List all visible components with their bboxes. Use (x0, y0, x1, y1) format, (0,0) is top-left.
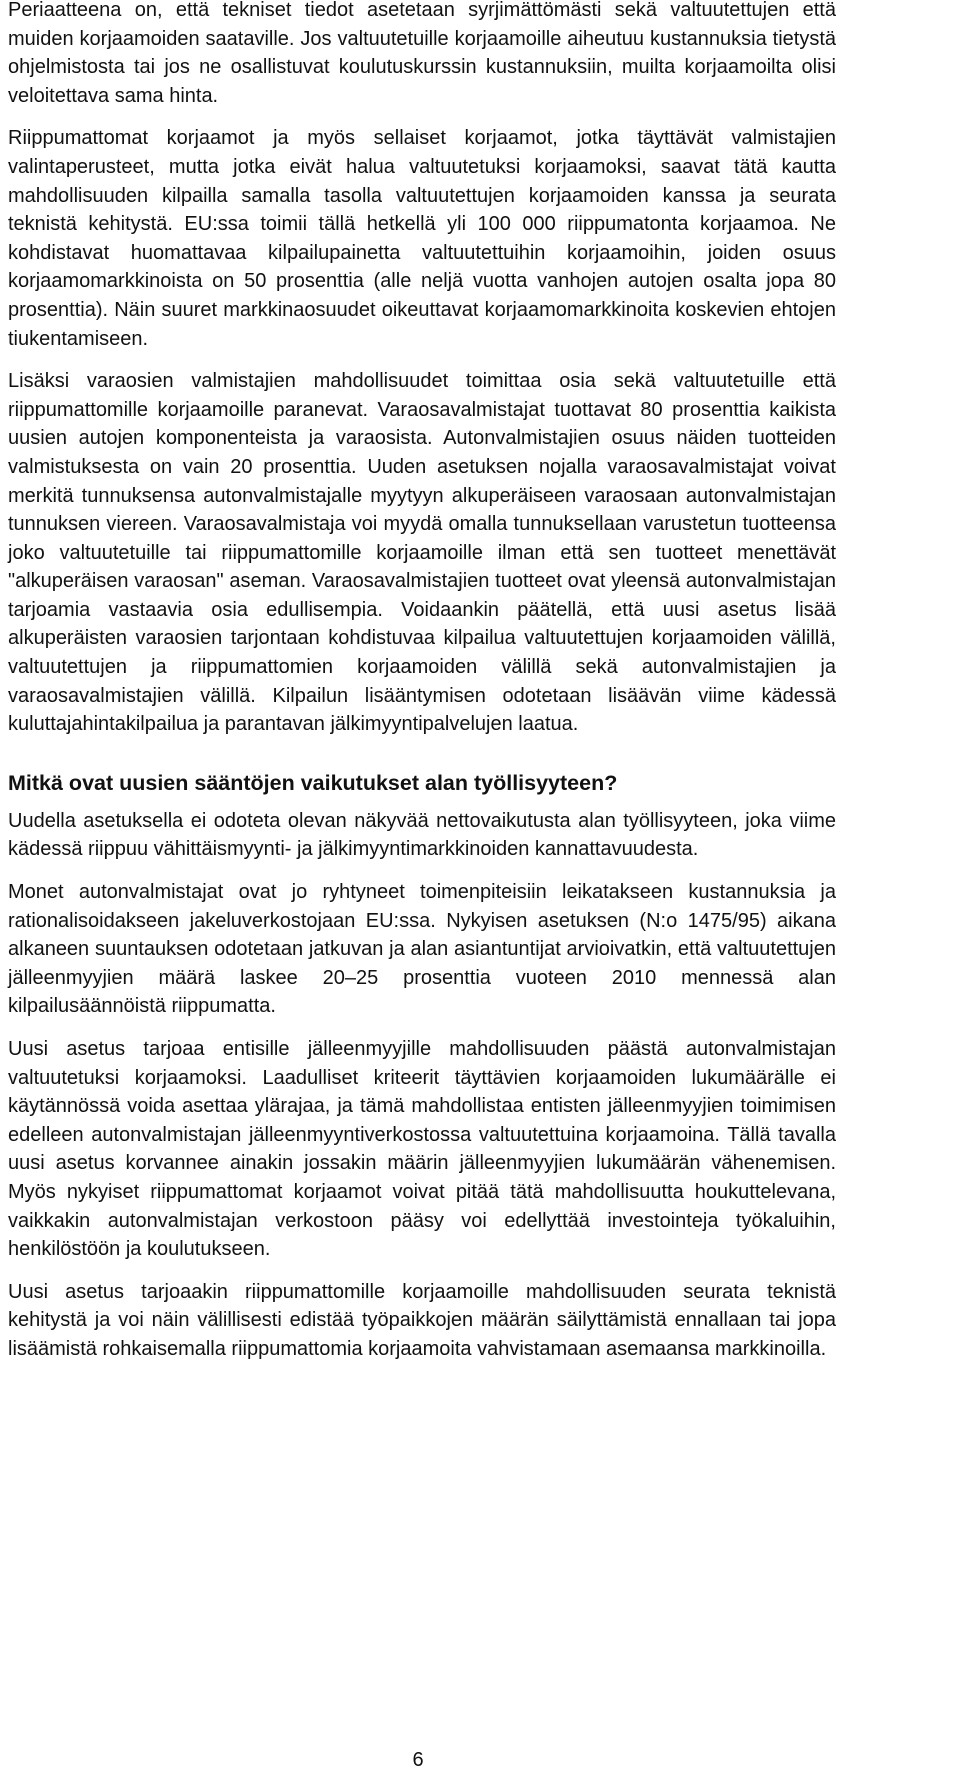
paragraph: Lisäksi varaosien valmistajien mahdollisuudet toimittaa osia sekä valtuutetuille että riippumattomille korjaamoille paranevat. Varaosavalmistajat tuottavat 80 prosenttia kaikista uusien autojen komponenteista ja varaosista. Autonvalmistajien osuus näiden tuotteiden valmistuksesta on vain 20 prosenttia. Uuden asetuksen nojalla varaosavalmistajat voivat merkitä tunnuksensa autonvalmistajalle myytyyn alkuperäiseen varaosaan autonvalmistajan tunnuksen viereen. Varaosavalmistaja voi myydä omalla tunnuksellaan varustetun tuotteensa joko valtuutetuille tai riippumattomille korjaamoille ilman että sen tuotteet menettävät "alkuperäisen varaosan" aseman. Varaosavalmistajien tuotteet ovat yleensä autonvalmistajan tarjoamia vastaavia osia edullisempia. Voidaankin päätellä, että uusi asetus lisää alkuperäisten varaosien tarjontaan kohdistuvaa kilpailua valtuutettujen korjaamoiden välillä, valtuutettujen ja riippumattomien korjaamoiden välillä sekä autonvalmistajien ja varaosavalmistajien välillä. Kilpailun lisääntymisen odotetaan lisäävän viime kädessä kuluttajahintakilpailua ja parantavan jälkimyyntipalvelujen laatua. (8, 370, 836, 736)
paragraph: Riippumattomat korjaamot ja myös sellaiset korjaamot, jotka täyttävät valmistajien valintaperusteet, mutta jotka eivät halua valtuutetuksi korjaamoksi, saavat tätä kautta mahdollisuuden kilpailla samalla tasolla valtuutettujen korjaamoiden kanssa ja seurata teknistä kehitystä. EU:ssa toimii tällä hetkellä yli 100 000 riippumatonta korjaamoa. Ne kohdistavat huomattavaa kilpailupainetta valtuutettuihin korjaamoihin, joiden osuus korjaamomarkkinoista on 50 prosenttia (alle neljä vuotta vanhojen autojen osalta jopa 80 prosenttia). Näin suuret markkinaosuudet oikeuttavat korjaamomarkkinoita koskevien ehtojen tiukentamiseen. (8, 127, 836, 350)
paragraph: Periaatteena on, että tekniset tiedot asetetaan syrjimättömästi sekä valtuutettujen että muiden korjaamoiden saataville. Jos valtuutetuille korjaamoille aiheutuu kustannuksia tietystä ohjelmistosta tai jos ne osallistuvat koulutuskurssin kustannuksiin, muilta korjaamoilta olisi veloitettava sama hinta. (8, 0, 836, 107)
paragraph: Uusi asetus tarjoaa entisille jälleenmyyjille mahdollisuuden päästä autonvalmistajan valtuutetuksi korjaamoksi. Laadulliset kriteerit täyttävien korjaamoiden lukumäärälle ei käytännössä voida asettaa ylärajaa, ja tämä mahdollistaa entisten jälleenmyyjien toimimisen edelleen autonvalmistajan jälleenmyyntiverkostossa valtuutettuina korjaamoina. Tällä tavalla uusi asetus korvannee ainakin jossakin määrin jälleenmyyjien lukumäärän vähenemisen. Myös nykyiset riippumattomat korjaamot voivat pitää tätä mahdollisuutta houkuttelevana, vaikkakin autonvalmistajan verkostoon pääsy voi edellyttää investointeja työkaluihin, henkilöstöön ja koulutukseen. (8, 1038, 836, 1261)
section-heading: Mitkä ovat uusien sääntöjen vaikutukset alan työllisyyteen? (8, 770, 618, 795)
paragraph: Monet autonvalmistajat ovat jo ryhtyneet toimenpiteisiin leikatakseen kustannuksia ja rationalisoidakseen jakeluverkostojaan EU:ssa. Nykyisen asetuksen (N:o 1475/95) aikana alkaneen suuntauksen odotetaan jatkuvan ja alan asiantuntijat arvioivatkin, että valtuutettujen jälleenmyyjien määrä laskee 20–25 prosenttia vuoteen 2010 mennessä alan kilpailusäännöistä riippumatta. (8, 881, 836, 1018)
paragraph: Uudella asetuksella ei odoteta olevan näkyvää nettovaikutusta alan työllisyyteen, joka viime kädessä riippuu vähittäismyynti- ja jälkimyyntimarkkinoiden kannattavuudesta. (8, 809, 836, 861)
paragraph: Uusi asetus tarjoaakin riippumattomille korjaamoille mahdollisuuden seurata teknistä kehitystä ja voi näin välillisesti edistää työpaikkojen määrän säilyttämistä ennallaan tai jopa lisäämistä rohkaisemalla riippumattomia korjaamoita vahvistamaan asemaansa markkinoilla. (8, 1280, 836, 1360)
page-number: 6 (412, 1749, 424, 1771)
